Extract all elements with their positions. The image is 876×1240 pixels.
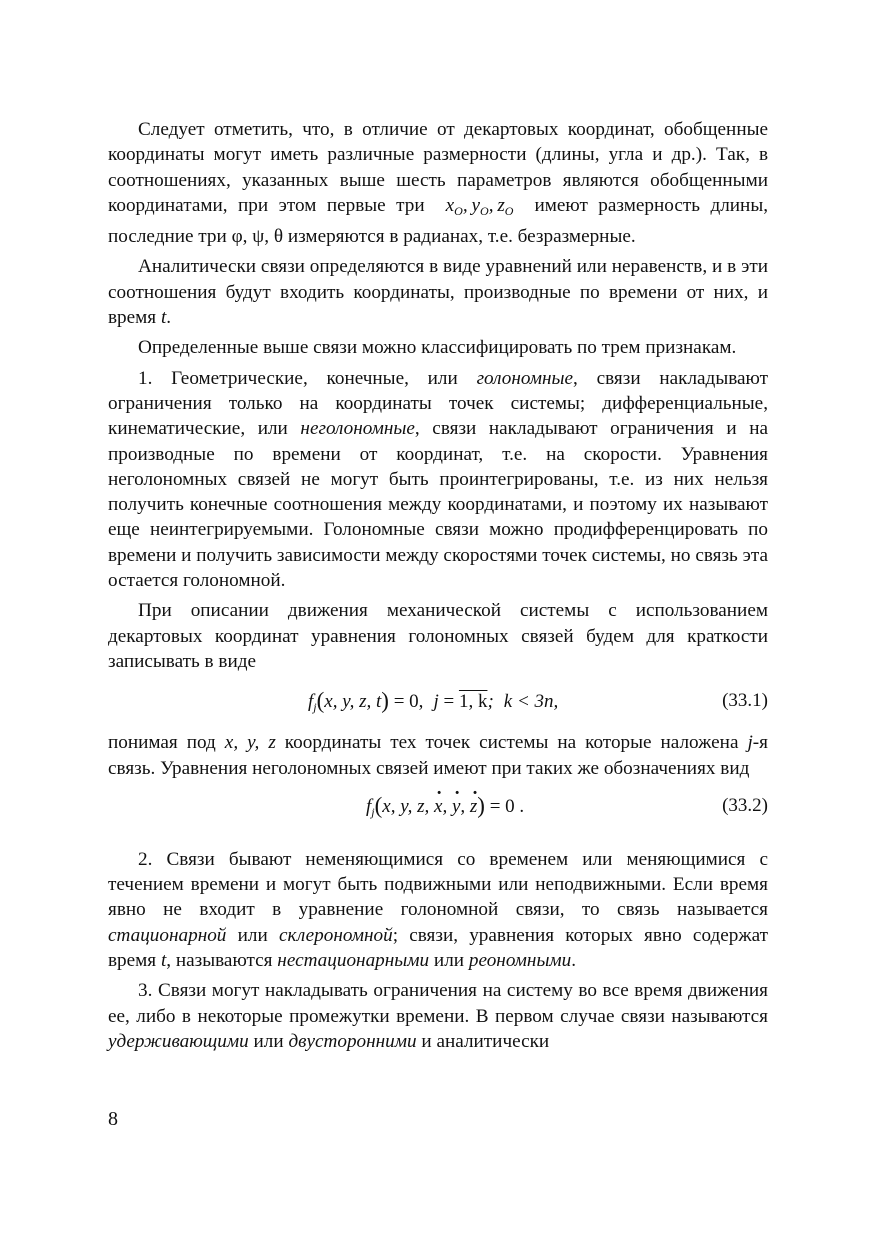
equation-33-2-number: (33.2) (722, 794, 768, 816)
paragraph-2: Аналитически связи определяются в виде уравнений или неравенств, и в эти соотношения будут входить координаты, производные по времени от них, и время t. (108, 256, 768, 329)
equation-33-2 (108, 789, 768, 823)
equation-33-1 (108, 684, 768, 718)
equation-33-2-formula: $f_j(x$, y, z, x ·, y ·, z ·) = 0 . (366, 793, 524, 825)
paragraph-1-text-b: имеют размерность длины, последние три φ, ψ, θ измеряются в радианах, т.е. безразмерные. (108, 194, 769, 248)
paragraph-5: При описании движения механической системы с использованием декартовых координат уравнения голономных связей будем для краткости записывать в виде (108, 600, 768, 672)
term-holonomic: голономные (476, 367, 574, 389)
page-body (108, 117, 768, 1054)
equation-33-1-number: (33.1) (722, 690, 768, 712)
page-number: 8 (108, 1108, 118, 1130)
equation-33-1-formula: $f_j(x$, y, z, t) = 0, j = 1, k; k < 3n, (308, 688, 559, 715)
paragraph-4: 1. Геометрические, конечные, или голономные, связи накладывают ограничения только на координаты точек системы; дифференциальные, кинематические, или неголономные, связи накладывают ограничения и на производные по времени от координат, т.е. на скорости. Уравнения неголономных связей не могут быть проинтегрированы, т.е. из них нельзя получить конечные соотношения между координатами, и поэтому их называют еще неинтегрируемыми. Голономные связи можно продифференцировать по времени и получить зависимости между скоростями точек системы, но связь эта остается голономной. (108, 367, 769, 592)
paragraph-6: понимая под x, y, z координаты тех точек системы на которые наложена j-я связь. Уравнения неголономных связей имеют при таких же обозначениях вид (108, 732, 769, 779)
paragraph-7: 2. Связи бывают неменяющимися со временем или меняющимися с течением времени и могут быть подвижными или неподвижными. Если время явно не входит в уравнение голономной связи, то связь называется стационарной или склерономной; связи, уравнения которых явно содержат время t, называются нестационарными или реономными. (108, 848, 769, 972)
term-nonholonomic: неголономные (300, 418, 415, 440)
coords-xyz: $x_O$, $y_O$, $z_O$ (445, 194, 514, 218)
paragraph-3: Определенные выше связи можно классифицировать по трем признакам. (138, 337, 737, 359)
paragraph-1-text-a: Следует отметить, что, в отличие от декартовых координат, обобщенные координаты могут иметь различные размерности (длины, угла и др.). Так, в соотношениях, указанных выше шесть параметров являются обобщенными координатами, при этом первые три (108, 119, 768, 216)
paragraph-1 (108, 117, 768, 249)
paragraph-8: 3. Связи могут накладывать ограничения на систему во все время движения ее, либо в некоторые промежутки времени. В первом случае связи называются удерживающими или двусторонними и аналитически (108, 980, 768, 1052)
